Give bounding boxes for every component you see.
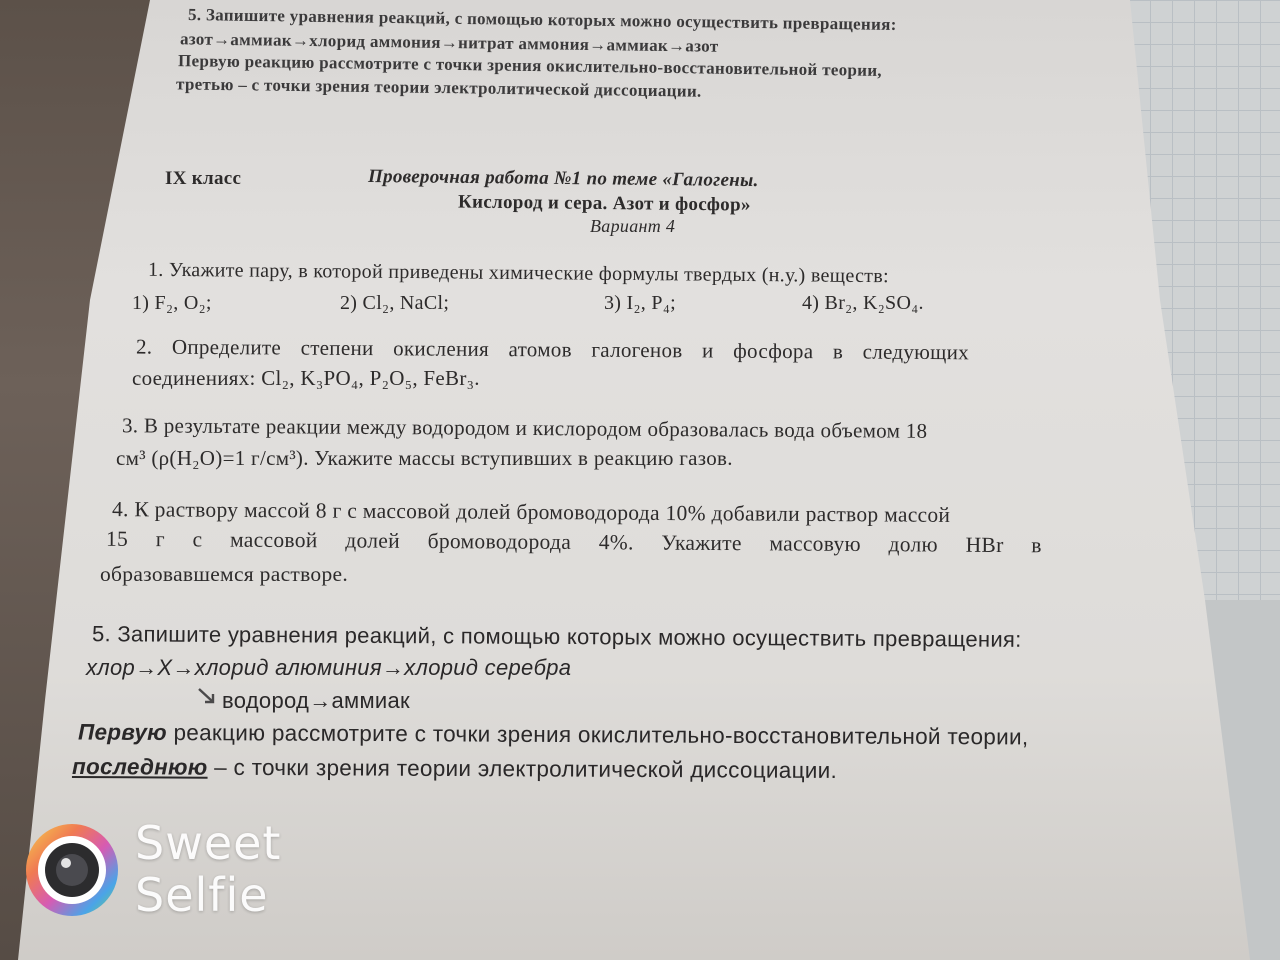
question-1-option-4: 4) Br₂, K₂SO₄. (802, 292, 924, 314)
watermark-text (135, 817, 281, 921)
question-5-chain-line1: хлор→X→хлорид алюминия→хлорид серебра (86, 655, 572, 680)
prev-task5-note2: третью – с точки зрения теории электролитической диссоциации. (175, 74, 702, 101)
page-title-line1: Проверочная работа №1 по теме «Галогены. (367, 165, 759, 192)
question-5-note-line1 (78, 720, 1029, 751)
question-3-line2: см³ (ρ(H₂O)=1 г/см³). Укажите массы вступивших в реакцию газов. (116, 446, 733, 470)
prev-task5-note1: Первую реакцию рассмотрите с точки зрения окислительно-восстановительной теории, (177, 51, 883, 80)
question-4-line3: образовавшемся растворе. (100, 562, 349, 586)
question-5-line1: 5. Запишите уравнения реакций, с помощью которых можно осуществить превращения: (91, 621, 1022, 652)
diagonal-arrow-icon (196, 686, 218, 706)
question-5-note-emph2: последнюю (71, 753, 208, 780)
question-2-line2: соединениях: Cl₂, K₃PO₄, P₂O₅, FeBr₃. (132, 366, 480, 390)
question-2-line1: 2. Определите степени окисления атомов галогенов и фосфора в следующих (135, 334, 970, 365)
question-3-line1: 3. В результате реакции между водородом и кислородом образовалась вода объемом 18 (121, 413, 928, 443)
watermark-line1: Sweet (135, 816, 282, 870)
question-5-note-text1: реакцию рассмотрите с точки зрения окислительно-восстановительной теории, (166, 719, 1029, 750)
page-title-line2: Кислород и сера. Азот и фосфор» (457, 191, 751, 216)
grade-label: IX класс (165, 168, 242, 189)
prev-task5-line1: 5. Запишите уравнения реакций, с помощью которых можно осуществить превращения: (187, 5, 897, 34)
question-5-note-text2: – с точки зрения теории электролитической диссоциации. (207, 754, 838, 784)
question-1-option-1: 1) F₂, O₂; (132, 292, 212, 314)
question-5-chain-line2: водород→аммиак (222, 688, 410, 713)
question-4-line2: 15 г с массовой долей бромоводорода 4%. Укажите массовую долю HBr в (105, 526, 1042, 558)
prev-task5-chain: азот→аммиак→хлорид аммония→нитрат аммония→аммиак→азот (179, 29, 719, 56)
camera-lens-icon (22, 820, 122, 920)
question-4-line1: 4. К раствору массой 8 г с массовой долей бромоводорода 10% добавили раствор массой (111, 497, 951, 527)
question-1-text: 1. Укажите пару, в которой приведены химические формулы твердых (н.у.) веществ: (147, 258, 889, 288)
question-1-option-2: 2) Cl₂, NaCl; (340, 292, 450, 314)
variant-label: Вариант 4 (590, 216, 676, 236)
question-1-option-3: 3) I₂, P₄; (604, 292, 676, 314)
question-5-note-emph1: Первую (77, 719, 168, 745)
question-5-note-line2 (72, 754, 837, 784)
watermark-line2: Selfie (135, 868, 269, 922)
